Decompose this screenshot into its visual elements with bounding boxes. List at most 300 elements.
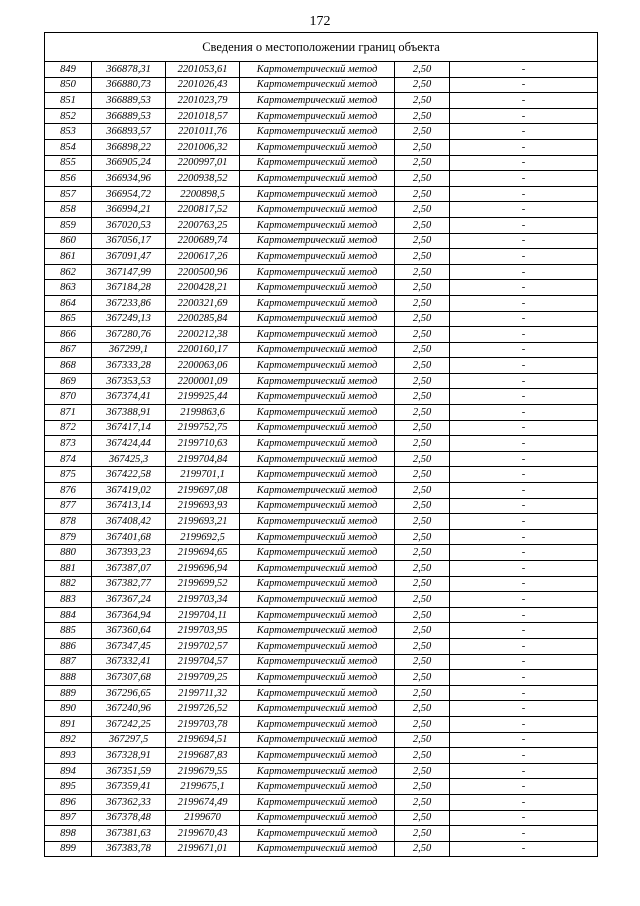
coordinate-y: 2199702,57	[166, 638, 240, 654]
coordinate-y: 2199670	[166, 810, 240, 826]
coordinate-x: 366889,53	[92, 93, 166, 109]
point-number: 864	[45, 295, 92, 311]
coordinate-x: 367359,41	[92, 779, 166, 795]
determination-method: Картометрический метод	[240, 638, 395, 654]
coordinate-x: 367020,53	[92, 217, 166, 233]
determination-method: Картометрический метод	[240, 794, 395, 810]
accuracy-value: 2,50	[395, 670, 450, 686]
determination-method: Картометрический метод	[240, 498, 395, 514]
coordinate-y: 2199925,44	[166, 389, 240, 405]
point-description: -	[450, 233, 598, 249]
coordinate-x: 367388,91	[92, 405, 166, 421]
coordinate-y: 2199693,93	[166, 498, 240, 514]
coordinate-y: 2199701,1	[166, 467, 240, 483]
point-description: -	[450, 202, 598, 218]
point-number: 875	[45, 467, 92, 483]
point-description: -	[450, 514, 598, 530]
coordinate-x: 367424,44	[92, 436, 166, 452]
coordinate-y: 2199694,51	[166, 732, 240, 748]
coordinate-x: 367347,45	[92, 638, 166, 654]
table-row	[45, 264, 598, 280]
coordinate-y: 2200212,38	[166, 327, 240, 343]
determination-method: Картометрический метод	[240, 389, 395, 405]
coordinate-x: 367240,96	[92, 701, 166, 717]
table-row	[45, 810, 598, 826]
point-description: -	[450, 436, 598, 452]
point-number: 859	[45, 217, 92, 233]
table-row	[45, 202, 598, 218]
determination-method: Картометрический метод	[240, 373, 395, 389]
table-row	[45, 171, 598, 187]
coordinate-x: 367147,99	[92, 264, 166, 280]
determination-method: Картометрический метод	[240, 810, 395, 826]
table-row	[45, 763, 598, 779]
table-row	[45, 561, 598, 577]
point-description: -	[450, 420, 598, 436]
coordinate-y: 2199697,08	[166, 483, 240, 499]
point-number: 869	[45, 373, 92, 389]
table-row	[45, 405, 598, 421]
coordinate-x: 367353,53	[92, 373, 166, 389]
point-number: 871	[45, 405, 92, 421]
coordinate-y: 2199752,75	[166, 420, 240, 436]
accuracy-value: 2,50	[395, 124, 450, 140]
table-row	[45, 77, 598, 93]
coordinate-y: 2199703,95	[166, 623, 240, 639]
determination-method: Картометрический метод	[240, 155, 395, 171]
coordinate-x: 367387,07	[92, 561, 166, 577]
accuracy-value: 2,50	[395, 794, 450, 810]
accuracy-value: 2,50	[395, 342, 450, 358]
point-description: -	[450, 670, 598, 686]
accuracy-value: 2,50	[395, 763, 450, 779]
coordinate-x: 367296,65	[92, 685, 166, 701]
accuracy-value: 2,50	[395, 592, 450, 608]
table-row	[45, 62, 598, 78]
coordinate-y: 2200063,06	[166, 358, 240, 374]
table-row	[45, 841, 598, 857]
coordinate-x: 367393,23	[92, 545, 166, 561]
point-description: -	[450, 295, 598, 311]
determination-method: Картометрический метод	[240, 545, 395, 561]
point-description: -	[450, 545, 598, 561]
determination-method: Картометрический метод	[240, 139, 395, 155]
point-number: 856	[45, 171, 92, 187]
accuracy-value: 2,50	[395, 217, 450, 233]
coordinate-y: 2200689,74	[166, 233, 240, 249]
point-number: 899	[45, 841, 92, 857]
determination-method: Картометрический метод	[240, 623, 395, 639]
coordinate-y: 2199863,6	[166, 405, 240, 421]
table-title: Сведения о местоположении границ объекта	[45, 33, 598, 62]
coordinate-x: 367383,78	[92, 841, 166, 857]
accuracy-value: 2,50	[395, 77, 450, 93]
point-number: 897	[45, 810, 92, 826]
table-row	[45, 623, 598, 639]
determination-method: Картометрический метод	[240, 124, 395, 140]
accuracy-value: 2,50	[395, 93, 450, 109]
coordinate-x: 367091,47	[92, 249, 166, 265]
point-description: -	[450, 139, 598, 155]
determination-method: Картометрический метод	[240, 264, 395, 280]
determination-method: Картометрический метод	[240, 529, 395, 545]
accuracy-value: 2,50	[395, 389, 450, 405]
determination-method: Картометрический метод	[240, 483, 395, 499]
point-description: -	[450, 389, 598, 405]
point-number: 895	[45, 779, 92, 795]
determination-method: Картометрический метод	[240, 716, 395, 732]
coordinate-x: 367362,33	[92, 794, 166, 810]
determination-method: Картометрический метод	[240, 576, 395, 592]
coordinate-x: 367297,5	[92, 732, 166, 748]
table-row	[45, 108, 598, 124]
table-row	[45, 186, 598, 202]
determination-method: Картометрический метод	[240, 108, 395, 124]
point-description: -	[450, 62, 598, 78]
determination-method: Картометрический метод	[240, 467, 395, 483]
table-body	[45, 62, 598, 857]
coordinate-y: 2200321,69	[166, 295, 240, 311]
determination-method: Картометрический метод	[240, 62, 395, 78]
point-description: -	[450, 498, 598, 514]
table-row	[45, 701, 598, 717]
accuracy-value: 2,50	[395, 841, 450, 857]
determination-method: Картометрический метод	[240, 405, 395, 421]
point-number: 896	[45, 794, 92, 810]
determination-method: Картометрический метод	[240, 701, 395, 717]
point-number: 881	[45, 561, 92, 577]
determination-method: Картометрический метод	[240, 171, 395, 187]
coordinate-y: 2199699,52	[166, 576, 240, 592]
point-description: -	[450, 264, 598, 280]
coordinate-x: 367249,13	[92, 311, 166, 327]
table-row	[45, 358, 598, 374]
point-description: -	[450, 93, 598, 109]
point-number: 890	[45, 701, 92, 717]
table-row	[45, 155, 598, 171]
point-number: 886	[45, 638, 92, 654]
point-number: 849	[45, 62, 92, 78]
point-number: 867	[45, 342, 92, 358]
point-description: -	[450, 217, 598, 233]
point-description: -	[450, 451, 598, 467]
coordinate-x: 367413,14	[92, 498, 166, 514]
point-description: -	[450, 155, 598, 171]
determination-method: Картометрический метод	[240, 670, 395, 686]
point-description: -	[450, 327, 598, 343]
determination-method: Картометрический метод	[240, 732, 395, 748]
point-description: -	[450, 794, 598, 810]
point-number: 894	[45, 763, 92, 779]
coordinate-x: 366878,31	[92, 62, 166, 78]
point-number: 868	[45, 358, 92, 374]
table-row	[45, 483, 598, 499]
accuracy-value: 2,50	[395, 264, 450, 280]
coordinate-y: 2200500,96	[166, 264, 240, 280]
coordinate-x: 367425,3	[92, 451, 166, 467]
table-row	[45, 794, 598, 810]
coordinate-y: 2200617,26	[166, 249, 240, 265]
point-number: 892	[45, 732, 92, 748]
table-row	[45, 670, 598, 686]
point-number: 889	[45, 685, 92, 701]
determination-method: Картометрический метод	[240, 654, 395, 670]
point-number: 861	[45, 249, 92, 265]
coordinate-y: 2199692,5	[166, 529, 240, 545]
coordinate-y: 2199670,43	[166, 826, 240, 842]
point-description: -	[450, 685, 598, 701]
table-row	[45, 638, 598, 654]
accuracy-value: 2,50	[395, 826, 450, 842]
table-row	[45, 514, 598, 530]
accuracy-value: 2,50	[395, 233, 450, 249]
accuracy-value: 2,50	[395, 295, 450, 311]
point-number: 860	[45, 233, 92, 249]
coordinate-x: 367408,42	[92, 514, 166, 530]
coordinate-y: 2200938,52	[166, 171, 240, 187]
coordinate-x: 366898,22	[92, 139, 166, 155]
accuracy-value: 2,50	[395, 186, 450, 202]
accuracy-value: 2,50	[395, 436, 450, 452]
determination-method: Картометрический метод	[240, 561, 395, 577]
determination-method: Картометрический метод	[240, 311, 395, 327]
determination-method: Картометрический метод	[240, 93, 395, 109]
point-number: 872	[45, 420, 92, 436]
coordinate-y: 2200160,17	[166, 342, 240, 358]
determination-method: Картометрический метод	[240, 233, 395, 249]
coordinate-x: 366934,96	[92, 171, 166, 187]
coordinate-y: 2200428,21	[166, 280, 240, 296]
coordinate-y: 2201011,76	[166, 124, 240, 140]
coordinate-y: 2199687,83	[166, 748, 240, 764]
point-description: -	[450, 249, 598, 265]
point-description: -	[450, 763, 598, 779]
coordinate-y: 2201006,32	[166, 139, 240, 155]
determination-method: Картометрический метод	[240, 217, 395, 233]
point-description: -	[450, 810, 598, 826]
determination-method: Картометрический метод	[240, 295, 395, 311]
point-number: 876	[45, 483, 92, 499]
accuracy-value: 2,50	[395, 327, 450, 343]
point-number: 865	[45, 311, 92, 327]
point-description: -	[450, 358, 598, 374]
point-description: -	[450, 716, 598, 732]
table-row	[45, 233, 598, 249]
accuracy-value: 2,50	[395, 155, 450, 171]
point-number: 853	[45, 124, 92, 140]
point-number: 883	[45, 592, 92, 608]
table-row	[45, 280, 598, 296]
determination-method: Картометрический метод	[240, 826, 395, 842]
table-row	[45, 529, 598, 545]
coordinate-y: 2201026,43	[166, 77, 240, 93]
coordinate-y: 2199679,55	[166, 763, 240, 779]
coordinate-x: 367242,25	[92, 716, 166, 732]
accuracy-value: 2,50	[395, 420, 450, 436]
point-number: 862	[45, 264, 92, 280]
table-row	[45, 576, 598, 592]
accuracy-value: 2,50	[395, 779, 450, 795]
coordinate-y: 2199726,52	[166, 701, 240, 717]
accuracy-value: 2,50	[395, 451, 450, 467]
point-description: -	[450, 171, 598, 187]
table-row	[45, 451, 598, 467]
coordinate-x: 366893,57	[92, 124, 166, 140]
accuracy-value: 2,50	[395, 529, 450, 545]
determination-method: Картометрический метод	[240, 420, 395, 436]
point-description: -	[450, 732, 598, 748]
coordinate-x: 366889,53	[92, 108, 166, 124]
point-number: 873	[45, 436, 92, 452]
point-number: 850	[45, 77, 92, 93]
coordinate-x: 366905,24	[92, 155, 166, 171]
accuracy-value: 2,50	[395, 498, 450, 514]
point-number: 888	[45, 670, 92, 686]
coordinate-y: 2199671,01	[166, 841, 240, 857]
accuracy-value: 2,50	[395, 405, 450, 421]
table-row	[45, 748, 598, 764]
coordinate-y: 2200001,09	[166, 373, 240, 389]
point-description: -	[450, 405, 598, 421]
point-description: -	[450, 701, 598, 717]
coordinate-y: 2200997,01	[166, 155, 240, 171]
table-row	[45, 420, 598, 436]
accuracy-value: 2,50	[395, 202, 450, 218]
determination-method: Картометрический метод	[240, 77, 395, 93]
coordinate-y: 2199675,1	[166, 779, 240, 795]
coordinate-y: 2199709,25	[166, 670, 240, 686]
table-row	[45, 217, 598, 233]
accuracy-value: 2,50	[395, 638, 450, 654]
coordinate-x: 367307,68	[92, 670, 166, 686]
accuracy-value: 2,50	[395, 654, 450, 670]
coordinate-y: 2199704,57	[166, 654, 240, 670]
coordinate-x: 367374,41	[92, 389, 166, 405]
table-row	[45, 716, 598, 732]
coordinate-x: 367417,14	[92, 420, 166, 436]
point-description: -	[450, 638, 598, 654]
accuracy-value: 2,50	[395, 139, 450, 155]
table-row	[45, 498, 598, 514]
accuracy-value: 2,50	[395, 483, 450, 499]
table-row	[45, 826, 598, 842]
point-number: 857	[45, 186, 92, 202]
determination-method: Картометрический метод	[240, 342, 395, 358]
determination-method: Картометрический метод	[240, 280, 395, 296]
point-number: 855	[45, 155, 92, 171]
point-number: 893	[45, 748, 92, 764]
point-description: -	[450, 342, 598, 358]
accuracy-value: 2,50	[395, 467, 450, 483]
point-number: 898	[45, 826, 92, 842]
coordinate-x: 367328,91	[92, 748, 166, 764]
table-row	[45, 545, 598, 561]
table-row	[45, 373, 598, 389]
point-description: -	[450, 108, 598, 124]
coordinate-y: 2199696,94	[166, 561, 240, 577]
point-description: -	[450, 654, 598, 670]
coordinate-x: 367333,28	[92, 358, 166, 374]
coordinate-y: 2201053,61	[166, 62, 240, 78]
coordinate-x: 366954,72	[92, 186, 166, 202]
point-description: -	[450, 77, 598, 93]
point-number: 880	[45, 545, 92, 561]
coordinate-y: 2201023,79	[166, 93, 240, 109]
table-title-row	[45, 33, 598, 62]
table-row	[45, 93, 598, 109]
determination-method: Картометрический метод	[240, 436, 395, 452]
determination-method: Картометрический метод	[240, 451, 395, 467]
boundary-coordinates-table	[44, 32, 598, 857]
point-description: -	[450, 748, 598, 764]
coordinate-y: 2200285,84	[166, 311, 240, 327]
coordinate-x: 366994,21	[92, 202, 166, 218]
coordinate-y: 2199674,49	[166, 794, 240, 810]
coordinate-x: 367381,63	[92, 826, 166, 842]
table-row	[45, 139, 598, 155]
point-description: -	[450, 186, 598, 202]
table-row	[45, 467, 598, 483]
accuracy-value: 2,50	[395, 108, 450, 124]
coordinate-y: 2199711,32	[166, 685, 240, 701]
point-description: -	[450, 607, 598, 623]
point-description: -	[450, 592, 598, 608]
accuracy-value: 2,50	[395, 561, 450, 577]
table-row	[45, 592, 598, 608]
point-number: 863	[45, 280, 92, 296]
point-number: 877	[45, 498, 92, 514]
point-number: 884	[45, 607, 92, 623]
point-number: 854	[45, 139, 92, 155]
page-number: 172	[309, 14, 331, 29]
point-number: 870	[45, 389, 92, 405]
accuracy-value: 2,50	[395, 171, 450, 187]
coordinate-x: 366880,73	[92, 77, 166, 93]
accuracy-value: 2,50	[395, 311, 450, 327]
coordinate-y: 2199694,65	[166, 545, 240, 561]
table-row	[45, 311, 598, 327]
determination-method: Картометрический метод	[240, 841, 395, 857]
coordinate-x: 367378,48	[92, 810, 166, 826]
point-number: 878	[45, 514, 92, 530]
coordinate-x: 367360,64	[92, 623, 166, 639]
determination-method: Картометрический метод	[240, 748, 395, 764]
accuracy-value: 2,50	[395, 280, 450, 296]
point-number: 866	[45, 327, 92, 343]
accuracy-value: 2,50	[395, 716, 450, 732]
point-description: -	[450, 529, 598, 545]
coordinate-x: 367184,28	[92, 280, 166, 296]
coordinate-x: 367367,24	[92, 592, 166, 608]
coordinate-y: 2200817,52	[166, 202, 240, 218]
determination-method: Картометрический метод	[240, 514, 395, 530]
coordinate-y: 2199693,21	[166, 514, 240, 530]
accuracy-value: 2,50	[395, 701, 450, 717]
coordinate-x: 367280,76	[92, 327, 166, 343]
point-description: -	[450, 124, 598, 140]
coordinate-y: 2200898,5	[166, 186, 240, 202]
point-description: -	[450, 841, 598, 857]
point-number: 887	[45, 654, 92, 670]
point-description: -	[450, 467, 598, 483]
accuracy-value: 2,50	[395, 514, 450, 530]
point-description: -	[450, 779, 598, 795]
determination-method: Картометрический метод	[240, 763, 395, 779]
coordinate-y: 2199703,34	[166, 592, 240, 608]
table-row	[45, 779, 598, 795]
accuracy-value: 2,50	[395, 545, 450, 561]
table-row	[45, 654, 598, 670]
